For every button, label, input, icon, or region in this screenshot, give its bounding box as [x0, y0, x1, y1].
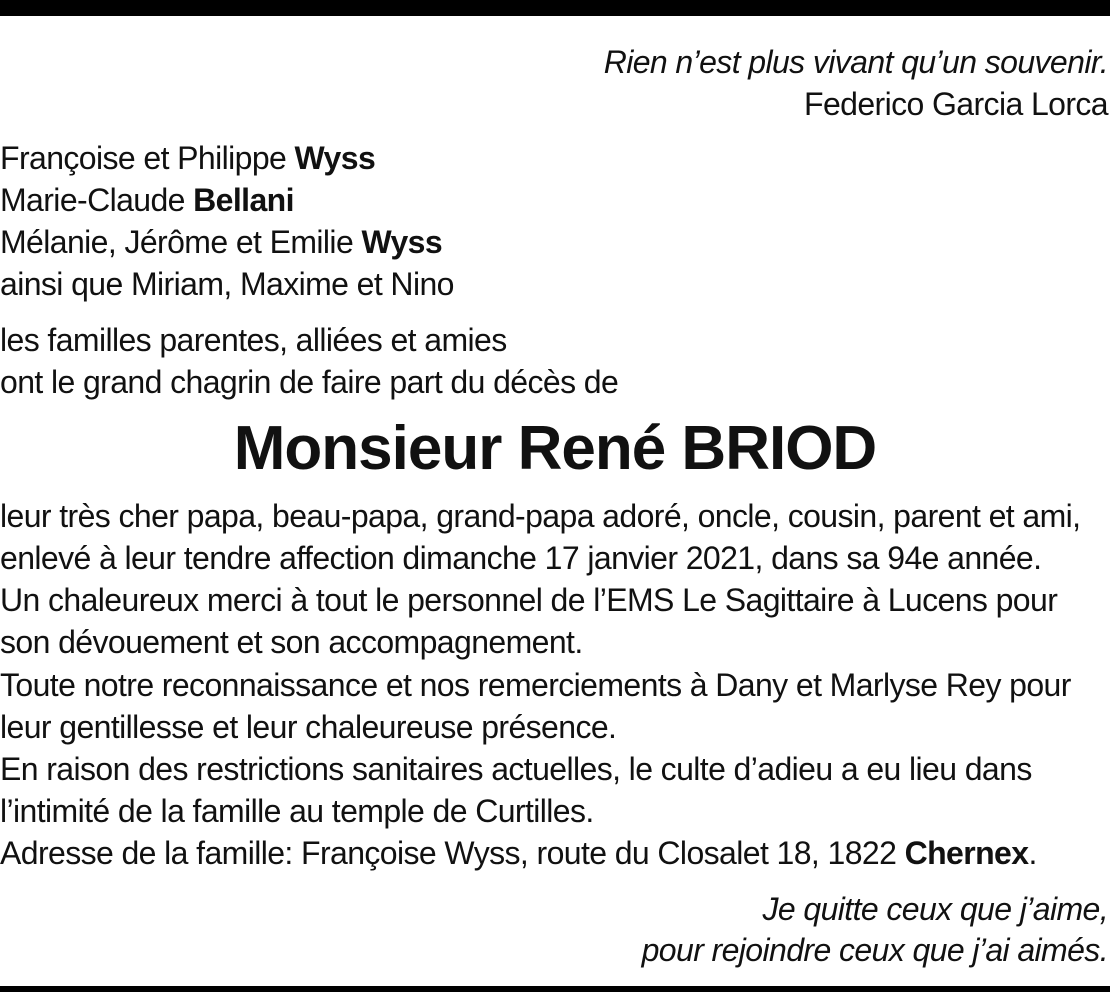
family-surname: Bellani: [193, 182, 294, 218]
closing-quote-line: pour rejoindre ceux que j’ai aimés.: [641, 932, 1108, 968]
deceased-name: Monsieur René BRIOD: [233, 414, 877, 483]
family-surname: Wyss: [294, 140, 376, 176]
bottom-border-rule: [0, 986, 1110, 992]
body-line: Un chaleureux merci à tout le personnel de l’EMS Le Sagittaire à Lucens pour: [0, 582, 1058, 618]
family-given-names: Mélanie, Jérôme et Emilie: [0, 224, 362, 260]
family-surname: Wyss: [361, 224, 443, 260]
announcement-line: les familles parentes, alliées et amies: [0, 322, 507, 358]
closing-quote-line: Je quitte ceux que j’aime,: [762, 891, 1108, 927]
body-line: enlevé à leur tendre affection dimanche 17 janvier 2021, dans sa 94e année.: [0, 540, 1042, 576]
body-line: son dévouement et son accompagnement.: [0, 624, 583, 660]
body-line: Toute notre reconnaissance et nos remerciements à Dany et Marlyse Rey pour: [0, 667, 1071, 703]
address-city: Chernex: [904, 835, 1029, 871]
top-border-rule: [0, 0, 1110, 16]
body-line: leur gentillesse et leur chaleureuse présence.: [0, 709, 617, 745]
family-line: ainsi que Miriam, Maxime et Nino: [0, 266, 454, 302]
family-address: [0, 832, 1110, 874]
family-line: [0, 221, 1110, 263]
address-text: Adresse de la famille: Françoise Wyss, route du Closalet 18, 1822: [0, 835, 905, 871]
body-line: En raison des restrictions sanitaires actuelles, le culte d’adieu a eu lieu dans: [0, 751, 1032, 787]
announcement-line: ont le grand chagrin de faire part du décès de: [0, 364, 619, 400]
address-suffix: .: [1028, 835, 1037, 871]
family-line: [0, 179, 1110, 221]
family-given-names: Françoise et Philippe: [0, 140, 295, 176]
epigraph-author: Federico Garcia Lorca: [804, 86, 1108, 122]
body-line: l’intimité de la famille au temple de Curtilles.: [0, 793, 594, 829]
epigraph-quote: Rien n’est plus vivant qu’un souvenir.: [603, 44, 1108, 80]
family-given-names: Marie-Claude: [0, 182, 194, 218]
body-line: leur très cher papa, beau-papa, grand-papa adoré, oncle, cousin, parent et ami,: [0, 498, 1081, 534]
family-line: [0, 137, 1110, 179]
